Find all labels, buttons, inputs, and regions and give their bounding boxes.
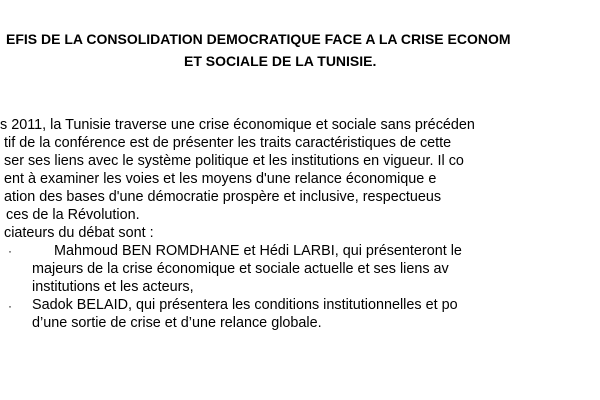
document-title-line-1: EFIS DE LA CONSOLIDATION DEMOCRATIQUE FACE A LA CRISE ECONOM — [6, 31, 511, 47]
paragraph-line-7: ciateurs du débat sont : — [4, 225, 154, 241]
bullet-2-line-2: d’une sortie de crise et d’une relance globale. — [32, 315, 322, 331]
bullet-1-line-2: majeurs de la crise économique et sociale actuelle et ses liens av — [32, 261, 449, 277]
paragraph-line-3: ser ses liens avec le système politique et les institutions en vigueur. Il co — [4, 153, 464, 169]
bullet-2-line-1: Sadok BELAID, qui présentera les conditions institutionnelles et po — [32, 297, 458, 313]
bullet-1-line-1: Mahmoud BEN ROMDHANE et Hédi LARBI, qui présenteront le — [54, 243, 462, 259]
bullet-marker-1: · — [8, 244, 12, 258]
paragraph-line-5: ation des bases d'une démocratie prospère et inclusive, respectueus — [4, 189, 442, 205]
bullet-1-line-3: institutions et les acteurs, — [32, 279, 194, 295]
paragraph-line-6: ces de la Révolution. — [6, 207, 140, 223]
document-title-line-2: ET SOCIALE DE LA TUNISIE. — [184, 53, 377, 69]
paragraph-line-4: ent à examiner les voies et les moyens d'une relance économique e — [4, 171, 437, 187]
paragraph-line-2: tif de la conférence est de présenter les traits caractéristiques de cette — [4, 135, 452, 151]
paragraph-line-1: s 2011, la Tunisie traverse une crise économique et sociale sans précéden — [0, 117, 475, 133]
bullet-marker-2: · — [8, 299, 12, 313]
